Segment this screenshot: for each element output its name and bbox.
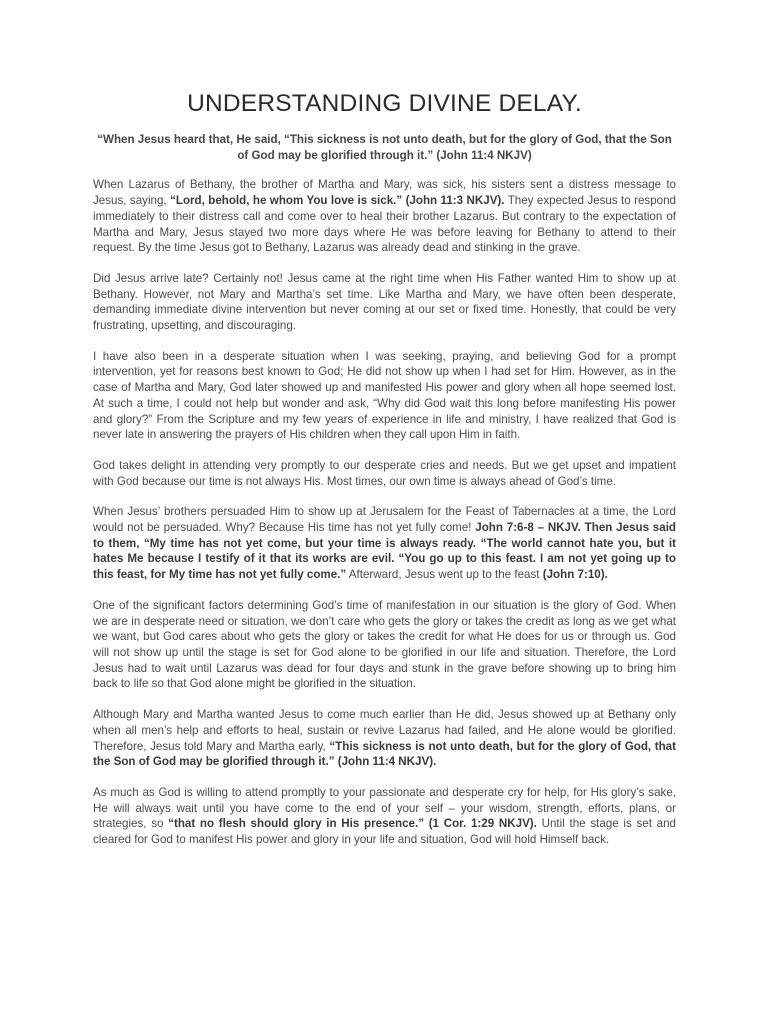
body-paragraph bbox=[93, 349, 676, 443]
document-body bbox=[93, 177, 676, 847]
body-paragraph bbox=[93, 177, 676, 256]
bold-scripture-run: “that no flesh should glory in His presence.” (1 Cor. 1:29 NKJV). bbox=[168, 817, 537, 831]
document-title: UNDERSTANDING DIVINE DELAY. bbox=[187, 90, 582, 117]
text-run: Did Jesus arrive late? Certainly not! Jesus came at the right time when His Father wanted Him to show up at Bethany. However, not Mary and Martha’s set time. Like Martha and Mary, we have often been desperate, demanding immediate divine intervention but never coming at our set or fixed time. Honestly, that could be very frustrating, upsetting, and discouraging. bbox=[93, 271, 676, 333]
intro-scripture-quote: “When Jesus heard that, He said, “This sickness is not unto death, but for the glory of God, that the Son of God may be glorified through it.” (John 11:4 NKJV) bbox=[97, 133, 672, 162]
bold-scripture-run: “Lord, behold, he whom You love is sick.” (John 11:3 NKJV). bbox=[170, 194, 505, 208]
bold-scripture-run: John 7:6-8 – NKJV. Then Jesus said to them, “My time has not yet come, but your time is always ready. “The world cannot hate you, but it hates Me because I testify of it that its works are evil. “You go up to this feast. I am not yet going up to this feast, for My time has not yet fully come.” bbox=[93, 521, 676, 582]
body-paragraph bbox=[93, 785, 676, 848]
text-run: Afterward, Jesus went up to the feast bbox=[346, 568, 543, 582]
text-run: Until the stage is set and cleared for God to manifest His power and glory in your life and situation, God will hold Himself back. bbox=[93, 817, 676, 847]
body-paragraph bbox=[93, 504, 676, 583]
body-paragraph bbox=[93, 707, 676, 770]
text-run: Although Mary and Martha wanted Jesus to come much earlier than He did, Jesus showed up at Bethany only when all men’s help and efforts to heal, sustain or revive Lazarus had failed, and He alone would be glorified. Therefore, Jesus told Mary and Martha early, bbox=[93, 708, 676, 753]
text-run: God takes delight in attending very promptly to our desperate cries and needs. But we get upset and impatient with God because our time is not always His. Most times, our own time is always ahead of God’s time. bbox=[93, 458, 676, 488]
bold-scripture-run: “This sickness is not unto death, but for the glory of God, that the Son of God may be glorified through it.” (John 11:4 NKJV). bbox=[93, 739, 676, 769]
bold-scripture-run: (John 7:10). bbox=[542, 568, 608, 582]
body-paragraph bbox=[93, 458, 676, 489]
text-run: I have also been in a desperate situation when I was seeking, praying, and believing God for a prompt intervention, yet for reasons best known to God; He did not show up when I had set for Him. However, as in the case of Martha and Mary, God later showed up and manifested His power and glory when all hope seemed lost. At such a time, I could not help but wonder and ask, “Why did God wait this long before manifesting His power and glory?” From the Scripture and my few years of experience in life and ministry, I have realized that God is never late in answering the prayers of His children when they call upon Him in faith. bbox=[93, 349, 676, 442]
text-run: When Jesus’ brothers persuaded Him to show up at Jerusalem for the Feast of Tabernacles at a time, the Lord would not be persuaded. Why? Because His time has not yet fully come! bbox=[93, 505, 676, 535]
text-run: When Lazarus of Bethany, the brother of Martha and Mary, was sick, his sisters sent a distress message to Jesus, saying, bbox=[93, 178, 676, 208]
text-run: They expected Jesus to respond immediately to their distress call and come over to heal their brother Lazarus. But contrary to the expectation of Martha and Mary, Jesus stayed two more days where He was before leaving for Bethany to attend to their request. By the time Jesus got to Bethany, Lazarus was already dead and stinking in the grave. bbox=[93, 194, 677, 255]
text-run: One of the significant factors determining God’s time of manifestation in our situation is the glory of God. When we are in desperate need or situation, we don’t care who gets the glory or takes the credit as long as we get what we want, but God cares about who gets the glory or takes the credit for what He does for us or through us. God will not show up until the stage is set for God alone to be glorified in our life and situation. Therefore, the Lord Jesus had to wait until Lazarus was dead for four days and stunk in the grave before showing up to bring him back to life so that God alone might be glorified in the situation. bbox=[93, 598, 676, 691]
text-run: As much as God is willing to attend promptly to your passionate and desperate cry for help, for His glory’s sake, He will always wait until you have come to the end of your self – your wisdom, strength, efforts, plans, or strategies, so bbox=[93, 785, 676, 831]
body-paragraph bbox=[93, 271, 676, 334]
body-paragraph bbox=[93, 598, 676, 692]
